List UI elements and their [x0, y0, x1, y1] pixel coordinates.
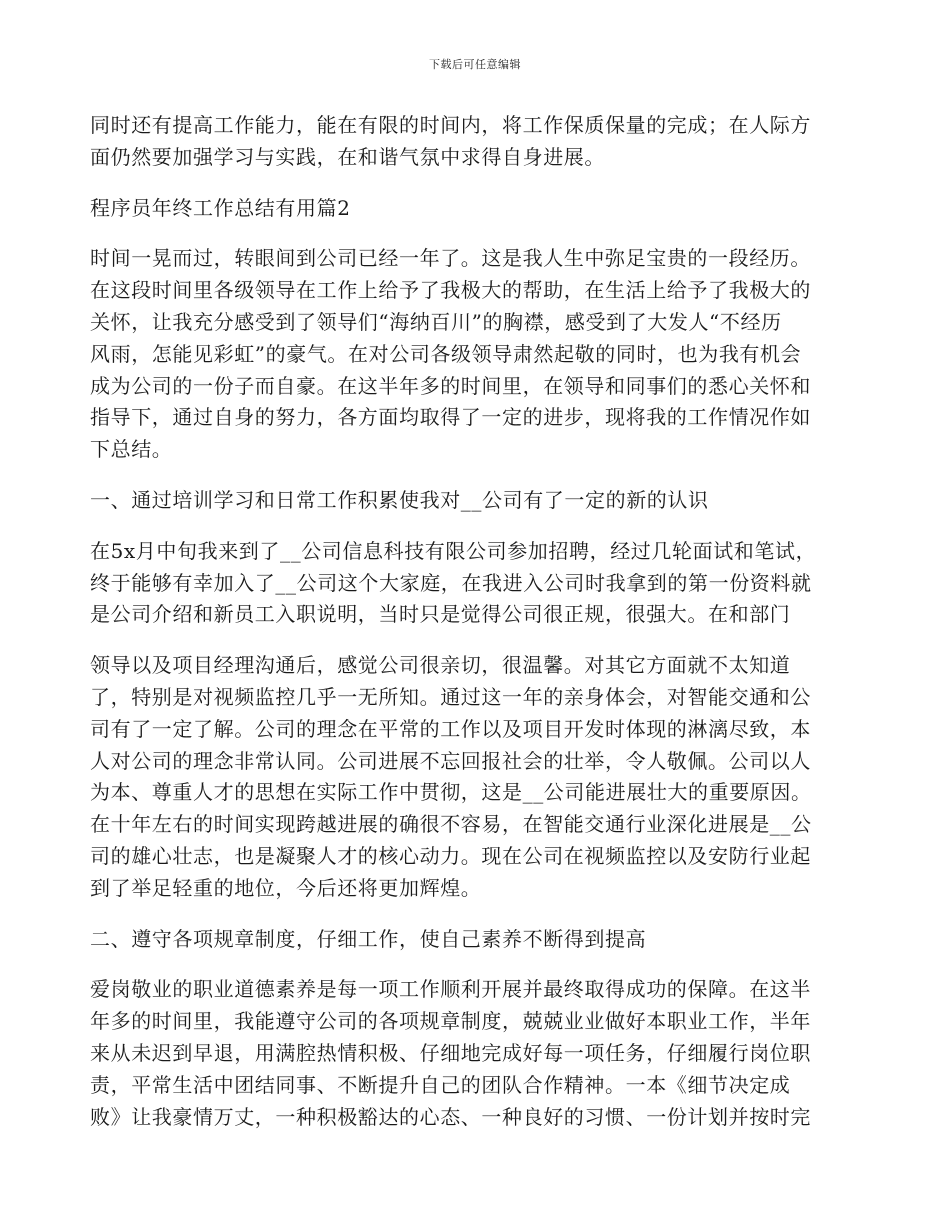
text-line: 二、遵守各项规章制度，仔细工作，使自己素养不断得到提高 — [90, 926, 647, 951]
text-line: 终于能够有幸加入了__公司这个大家庭，在我进入公司时我拿到的第一份资料就 — [90, 570, 812, 595]
page-header: 下载后可任意编辑 — [429, 58, 521, 71]
text-line: 成为公司的一份子而自豪。在这半年多的时间里，在领导和同事们的悉心关怀和 — [90, 373, 811, 398]
text-line: 一、通过培训学习和日常工作积累使我对__公司有了一定的新的认识 — [90, 487, 709, 512]
text-line: 到了举足轻重的地位，今后还将更加辉煌。 — [90, 875, 482, 900]
text-line: 在十年左右的时间实现跨越进展的确很不容易，在智能交通行业深化进展是__公 — [90, 812, 812, 837]
paragraph — [90, 243, 860, 466]
text-line: 爱岗敬业的职业道德素养是每一项工作顺利开展并最终取得成功的保障。在这半 — [90, 977, 811, 1002]
text-line: 年多的时间里，我能遵守公司的各项规章制度，兢兢业业做好本职业工作，半年 — [90, 1009, 811, 1034]
text-line: 败》让我豪情万丈，一种积极豁达的心态、一种良好的习惯、一份计划并按时完 — [90, 1104, 811, 1129]
text-line: 在这段时间里各级领导在工作上给予了我极大的帮助，在生活上给予了我极大的 — [90, 278, 811, 303]
text-line: 司有了一定了解。公司的理念在平常的工作以及项目开发时体现的淋漓尽致，本 — [90, 716, 811, 741]
text-line: 下总结。 — [90, 437, 173, 462]
section-heading — [90, 193, 860, 225]
text-line: 为本、尊重人才的思想在实际工作中贯彻，这是__公司能进展壮大的重要原因。 — [90, 780, 812, 805]
paragraph — [90, 974, 860, 1133]
paragraph — [90, 650, 860, 904]
text-line: 风雨，怎能见彩虹”的豪气。在对公司各级领导肃然起敬的同时，也为我有机会 — [90, 341, 802, 366]
paragraph — [90, 110, 860, 174]
text-line: 指导下，通过自身的努力，各方面均取得了一定的进步，现将我的工作情况作如 — [90, 405, 811, 430]
text-line: 在5x月中旬我来到了__公司信息科技有限公司参加招聘，经过几轮面试和笔试， — [90, 538, 817, 563]
text-line: 领导以及项目经理沟通后，感觉公司很亲切，很温馨。对其它方面就不太知道 — [90, 653, 791, 678]
text-line: 同时还有提高工作能力，能在有限的时间内，将工作保质保量的完成；在人际方 — [90, 113, 811, 137]
section-heading — [90, 924, 860, 956]
text-line: 人对公司的理念非常认同。公司进展不忘回报社会的壮举，令人敬佩。公司以人 — [90, 748, 811, 773]
text-line: 面仍然要加强学习与实践，在和谐气氛中求得自身进展。 — [90, 144, 605, 169]
text-line: 时间一晃而过，转眼间到公司已经一年了。这是我人生中弥足宝贵的一段经历。 — [90, 246, 811, 271]
text-line: 来从未迟到早退，用满腔热情积极、仔细地完成好每一项任务，仔细履行岗位职 — [90, 1040, 811, 1065]
document-body — [90, 110, 860, 1133]
section-heading — [90, 485, 860, 517]
text-line: 关怀，让我充分感受到了领导们“海纳百川”的胸襟，感受到了大发人“不经历 — [90, 309, 782, 334]
text-line: 司的雄心壮志，也是凝聚人才的核心动力。现在公司在视频监控以及安防行业起 — [90, 843, 811, 868]
text-line: 是公司介绍和新员工入职说明，当时只是觉得公司很正规，很强大。在和部门 — [90, 602, 791, 627]
text-line: 了，特别是对视频监控几乎一无所知。通过这一年的亲身体会，对智能交通和公 — [90, 684, 811, 709]
text-line: 程序员年终工作总结有用篇2 — [90, 195, 351, 220]
text-line: 责，平常生活中团结同事、不断提升自己的团队合作精神。一本《细节决定成 — [90, 1072, 791, 1097]
paragraph — [90, 536, 860, 631]
